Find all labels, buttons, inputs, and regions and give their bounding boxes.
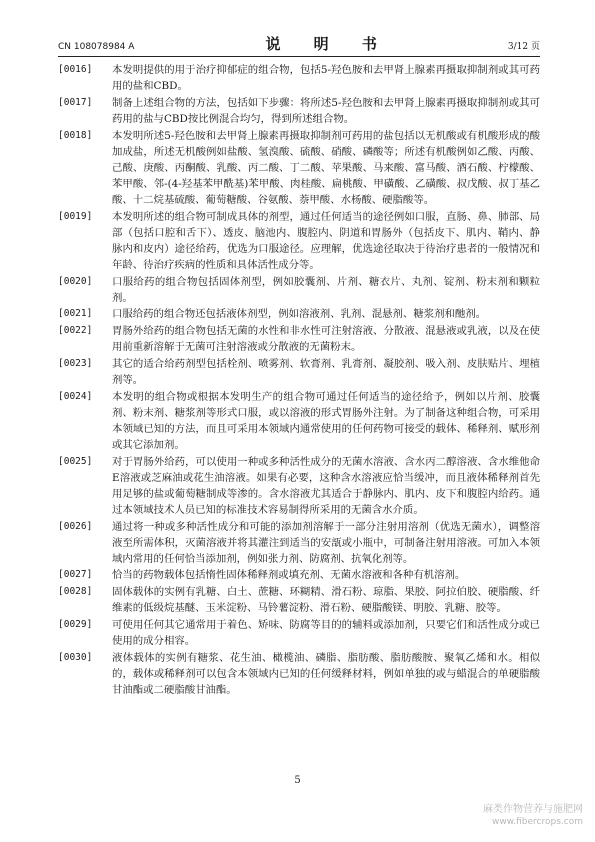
paragraph bbox=[58, 62, 540, 94]
paragraph-number: [0030] bbox=[58, 651, 93, 663]
paragraph-number: [0025] bbox=[58, 455, 93, 467]
paragraph-text: 本发明所述的组合物可制成具体的剂型，通过任何适当的途径例如口服，直肠、鼻、肺部、局部（包括口腔和舌下）、透皮、脑池内、腹腔内、阴道和胃肠外（包括皮下、肌内、鞘内、静脉内和皮内）途径给药，优选为口服途径。应理解，优选途径取决于待治疗患者的一般情况和年龄、待治疗疾病的性质和具体活性成分等。 bbox=[112, 210, 540, 271]
paragraph-number: [0027] bbox=[58, 569, 93, 581]
paragraph-text: 通过将一种或多种活性成分和可能的添加剂溶解于一部分注射用溶剂（优选无菌水），调整溶液至所需体积，灭菌溶液并将其灌注到适当的安瓿或小瓶中，可制备注射用溶液。可加入本领域内常用的任何恰当添加剂，例如张力剂、防腐剂、抗氧化剂等。 bbox=[112, 520, 540, 565]
paragraph-number: [0029] bbox=[58, 618, 93, 630]
paragraph-text: 液体载体的实例有糖浆、花生油、橄榄油、磷脂、脂肪酸、脂肪酸胺、聚氧乙烯和水。相似的，载体或稀释剂可以包含本领域内已知的任何缓释材料，例如单独的或与蜡混合的单硬脂酸甘油酯或二硬脂酸甘油酯。 bbox=[112, 651, 540, 696]
paragraph-number: [0022] bbox=[58, 325, 93, 337]
description-body bbox=[58, 62, 540, 699]
paragraph bbox=[58, 617, 540, 649]
paragraph bbox=[58, 584, 540, 616]
paragraph bbox=[58, 650, 540, 698]
paragraph bbox=[58, 389, 540, 453]
paragraph-number: [0016] bbox=[58, 64, 93, 75]
paragraph bbox=[58, 209, 540, 273]
page-reference: 3/12 页 bbox=[507, 42, 540, 52]
paragraph-text: 恰当的药物载体包括惰性固体稀释剂或填充剂、无菌水溶液和各种有机溶剂。 bbox=[112, 569, 466, 582]
watermark bbox=[483, 803, 583, 828]
paragraph-number: [0026] bbox=[58, 520, 93, 532]
paragraph-number: [0020] bbox=[58, 275, 93, 287]
watermark-url: www.fibercrops.com bbox=[492, 817, 583, 827]
paragraph-text: 可使用任何其它通常用于着色、矫味、防腐等目的的辅料或添加剂，只要它们和活性成分或已使用的成分相容。 bbox=[112, 618, 540, 647]
paragraph-text: 本发明提供的用于治疗抑郁症的组合物，包括5-羟色胺和去甲肾上腺素再摄取抑制剂或其可药用的盐和CBD。 bbox=[112, 64, 540, 93]
paragraph-text: 本发明所述5-羟色胺和去甲肾上腺素再摄取抑制剂可药用的盐包括以无机酸或有机酸形成的酸加成盐，所述无机酸例如盐酸、氢溴酸、硫酸、硝酸、磷酸等；所述有机酸例如乙酸、丙酸、己酸、庚酸、丙酮酸、乳酸、丙二酸、丁二酸、苹果酸、马来酸、富马酸、酒石酸、柠檬酸、苯甲酸、邻-(4-羟基苯甲酰基)苯甲酸、肉桂酸、扁桃酸、甲磺酸、乙磺酸、叔戊酸、叔丁基乙酸、十二烷基硫酸、葡萄糖酸、谷氨酸、萘甲酸、水杨酸、硬脂酸等。 bbox=[112, 129, 540, 206]
paragraph bbox=[58, 306, 540, 322]
document-title: 说 明 书 bbox=[265, 35, 391, 53]
paragraph-text: 其它的适合给药剂型包括栓剂、喷雾剂、软膏剂、乳膏剂、凝胶剂、吸入剂、皮肤贴片、埋植剂等。 bbox=[112, 357, 540, 386]
paragraph-text: 本发明的组合物或根据本发明生产的组合物可通过任何适当的途径给予，例如以片剂、胶囊剂、粉末剂、糖浆剂等形式口服，或以溶液的形式胃肠外注射。为了制备这种组合物，可采用本领域已知的方法，而且可采用本领域内通常使用的任何药物可接受的载体、稀释剂、赋形剂或其它添加剂。 bbox=[112, 390, 540, 451]
paragraph-number: [0017] bbox=[58, 96, 93, 108]
paragraph-text: 口服给药的组合物还包括液体剂型，例如溶液剂、乳剂、混悬剂、糖浆剂和酏剂。 bbox=[112, 308, 487, 321]
paragraph-number: [0021] bbox=[58, 308, 93, 320]
page-number: 5 bbox=[294, 775, 301, 786]
paragraph-text: 口服给药的组合物包括固体剂型，例如胶囊剂、片剂、糖衣片、丸剂、锭剂、粉末剂和颗粒剂。 bbox=[112, 275, 540, 304]
paragraph-number: [0018] bbox=[58, 129, 93, 141]
paragraph bbox=[58, 128, 540, 208]
paragraph-number: [0024] bbox=[58, 390, 93, 402]
paragraph-text: 对于胃肠外给药，可以使用一种或多种活性成分的无菌水溶液、含水丙二醇溶液、含水维他命E溶液或芝麻油或花生油溶液。如果有必要，这种含水溶液应恰当缓冲，而且液体稀释剂首先用足够的盐或葡萄糖制成等渗的。含水溶液尤其适合于静脉内、肌内、皮下和腹腔内给药。通过本领域技术人员已知的标准技术容易制得所采用的无菌含水介质。 bbox=[112, 455, 540, 516]
patent-number: CN 108078984 A bbox=[58, 42, 135, 52]
paragraph-text: 胃肠外给药的组合物包括无菌的水性和非水性可注射溶液、分散液、混悬液或乳液，以及在使用前重新溶解于无菌可注射溶液或分散液的无菌粉末。 bbox=[112, 325, 540, 354]
paragraph bbox=[58, 95, 540, 127]
paragraph bbox=[58, 323, 540, 355]
paragraph-number: [0019] bbox=[58, 210, 93, 222]
paragraph bbox=[58, 519, 540, 567]
paragraph bbox=[58, 356, 540, 388]
page-header bbox=[58, 34, 540, 57]
paragraph bbox=[58, 274, 540, 306]
paragraph bbox=[58, 567, 540, 583]
watermark-name: 麻类作物营养与施肥网 bbox=[483, 804, 583, 815]
paragraph-text: 制备上述组合物的方法，包括如下步骤：将所述5-羟色胺和去甲肾上腺素再摄取抑制剂或其可药用的盐与CBD按比例混合均匀，得到所述组合物。 bbox=[112, 96, 540, 125]
paragraph-number: [0028] bbox=[58, 586, 93, 598]
paragraph bbox=[58, 454, 540, 518]
paragraph-text: 固体载体的实例有乳糖、白土、蔗糖、环糊精、滑石粉、琼脂、果胶、阿拉伯胶、硬脂酸、纤维素的低级烷基醚、玉米淀粉、马铃薯淀粉、滑石粉、硬脂酸镁、明胶、乳糖、胶等。 bbox=[112, 586, 540, 615]
paragraph-number: [0023] bbox=[58, 357, 93, 369]
